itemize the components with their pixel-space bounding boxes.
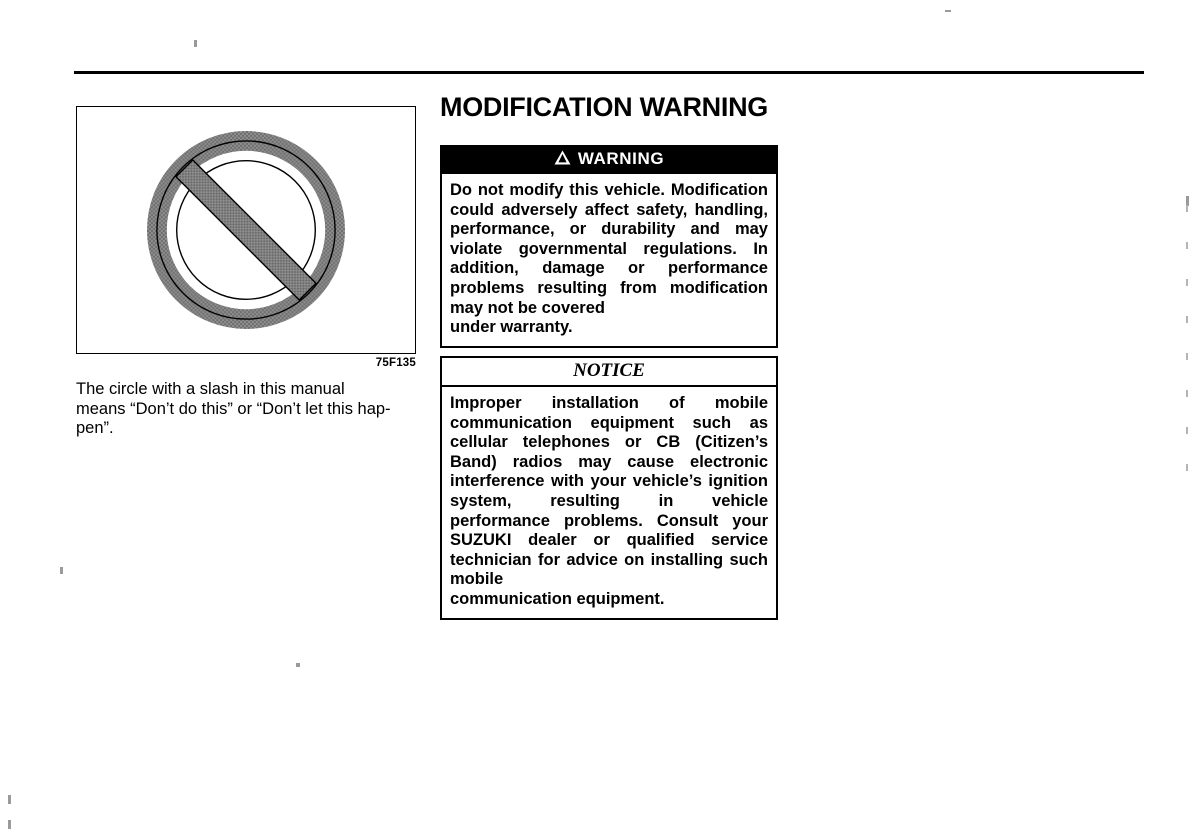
scan-speck xyxy=(296,663,300,667)
notice-text-last-line: communication equipment. xyxy=(450,589,665,608)
scan-speck xyxy=(945,10,951,12)
figure-description-line-2: means “Don’t do this” or “Don’t let this hap- xyxy=(76,399,391,418)
warning-body xyxy=(440,174,778,348)
scan-speck xyxy=(8,795,11,804)
figure-description-line-3: pen”. xyxy=(76,419,114,437)
page-title: MODIFICATION WARNING xyxy=(440,92,768,122)
scan-speck xyxy=(194,40,197,47)
notice-header-label: NOTICE xyxy=(573,360,645,381)
scan-edge-marks xyxy=(1186,205,1194,535)
warning-triangle-icon xyxy=(554,150,571,169)
warning-text: Do not modify this vehicle. Modification could adversely affect safety, handling, performance, or durability and may violate governmental regulations. In addition, damage or performance problems resulting from modification may not be covered xyxy=(450,181,768,317)
warning-box xyxy=(440,145,778,348)
page-top-rule xyxy=(74,71,1144,74)
figure-description-line-1: The circle with a slash in this manual xyxy=(76,380,345,398)
notice-body xyxy=(440,387,778,620)
warning-header xyxy=(440,145,778,174)
notice-header xyxy=(440,356,778,387)
warning-text-last-line: under warranty. xyxy=(450,318,573,337)
scan-speck xyxy=(8,820,11,829)
notice-box xyxy=(440,356,778,620)
figure-caption-code: 75F135 xyxy=(375,357,416,369)
notice-text: Improper installation of mobile communication equipment such as cellular telephones or CB (Citizen’s Band) radios may cause electronic interference with your vehicle’s ignition system, resulting in vehicle performance problems. Consult your SUZUKI dealer or qualified service technician for advice on installing such mobile xyxy=(450,394,768,589)
scan-speck xyxy=(60,567,63,574)
no-sign-icon xyxy=(147,131,345,329)
figure-box xyxy=(76,106,416,354)
warning-header-label: WARNING xyxy=(577,149,665,168)
figure-description xyxy=(76,380,416,439)
